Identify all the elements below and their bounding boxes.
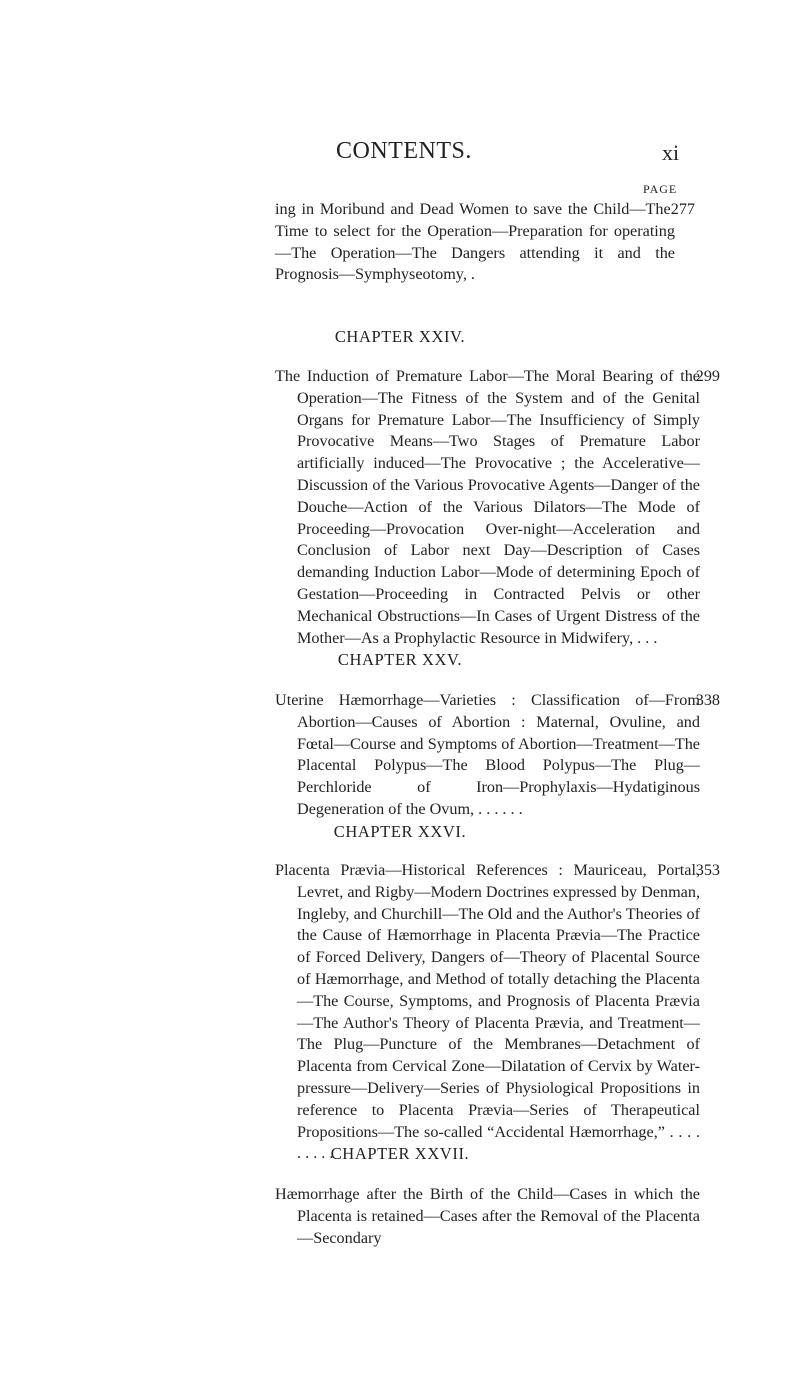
toc-entry-text: Hæmorrhage after the Birth of the Child—Cases in which the Placenta is retained—Cases after the Removal of the Placenta—Secondary [275,1185,700,1247]
toc-entry-page: 299 [695,367,720,385]
toc-entry-page: 277 [670,200,695,218]
chapter-heading: CHAPTER XXVII. [330,1144,470,1163]
chapter-heading: CHAPTER XXVI. [333,822,467,841]
toc-entry [275,199,695,286]
running-head: CONTENTS. [336,138,472,164]
chapter-heading: CHAPTER XXV. [337,650,463,669]
chapter-heading: CHAPTER XXIV. [334,327,466,346]
toc-entry-page: 353 [695,861,720,879]
toc-entry [275,366,720,649]
page-column-label: PAGE [643,182,678,196]
toc-entry [275,690,720,821]
toc-entry-text: Placenta Prævia—Historical References : Mauriceau, Portal, Levret, and Rigby—Modern Doctrines expressed by Denman, Ingleby, and Churchill—The Old and the Author's Theories of the Cause of Hæmorrhage in Placenta Prævia—The Practice of Forced Delivery, Dangers of—Theory of Placental Source of Hæmorrhage, and Method of totally detaching the Placenta—The Course, Symptoms, and Prognosis of Placenta Prævia—The Author's Theory of Placenta Prævia, and Treatment—The Plug—Puncture of the Membranes—Detachment of Placenta from Cervical Zone—Dilatation of Cervix by Water-pressure—Delivery—Series of Physiological Propositions in reference to Placenta Prævia—Series of Therapeutical Propositions—The so-called “Accidental Hæmorrhage,” . . . . . . . . . [275,861,700,1163]
toc-entry-page: 338 [695,691,720,709]
toc-entry [275,1184,700,1249]
toc-entry-text: Uterine Hæmorrhage—Varieties : Classification of—From Abortion—Causes of Abortion : Maternal, Ovuline, and Fœtal—Course and Symptoms of Abortion—Treatment—The Placental Polypus—The Blood Polypus—The Plug—Perchloride of Iron—Prophylaxis—Hydatiginous Degeneration of the Ovum, . . . . . . [275,691,700,818]
toc-entry-text: The Induction of Premature Labor—The Moral Bearing of the Operation—The Fitness of the System and of the Genital Organs for Premature Labor—The Insufficiency of Simply Provocative Means—Two Stages of Premature Labor artificially induced—The Provocative ; the Accelerative—Discussion of the Various Provocative Agents—Danger of the Douche—Action of the Various Dilators—The Mode of Proceeding—Provocation Over-night—Acceleration and Conclusion of Labor next Day—Description of Cases demanding Induction Labor—Mode of determining Epoch of Gestation—Proceeding in Contracted Pelvis or other Mechanical Obstructions—In Cases of Urgent Distress of the Mother—As a Prophylactic Resource in Midwifery, . . . [275,367,700,647]
toc-entry-text: ing in Moribund and Dead Women to save the Child—The Time to select for the Operation—Preparation for operating—The Operation—The Dangers attending it and the Prognosis—Symphyseotomy, . [275,200,675,284]
toc-entry [275,860,720,1165]
page-number: xi [662,140,680,165]
